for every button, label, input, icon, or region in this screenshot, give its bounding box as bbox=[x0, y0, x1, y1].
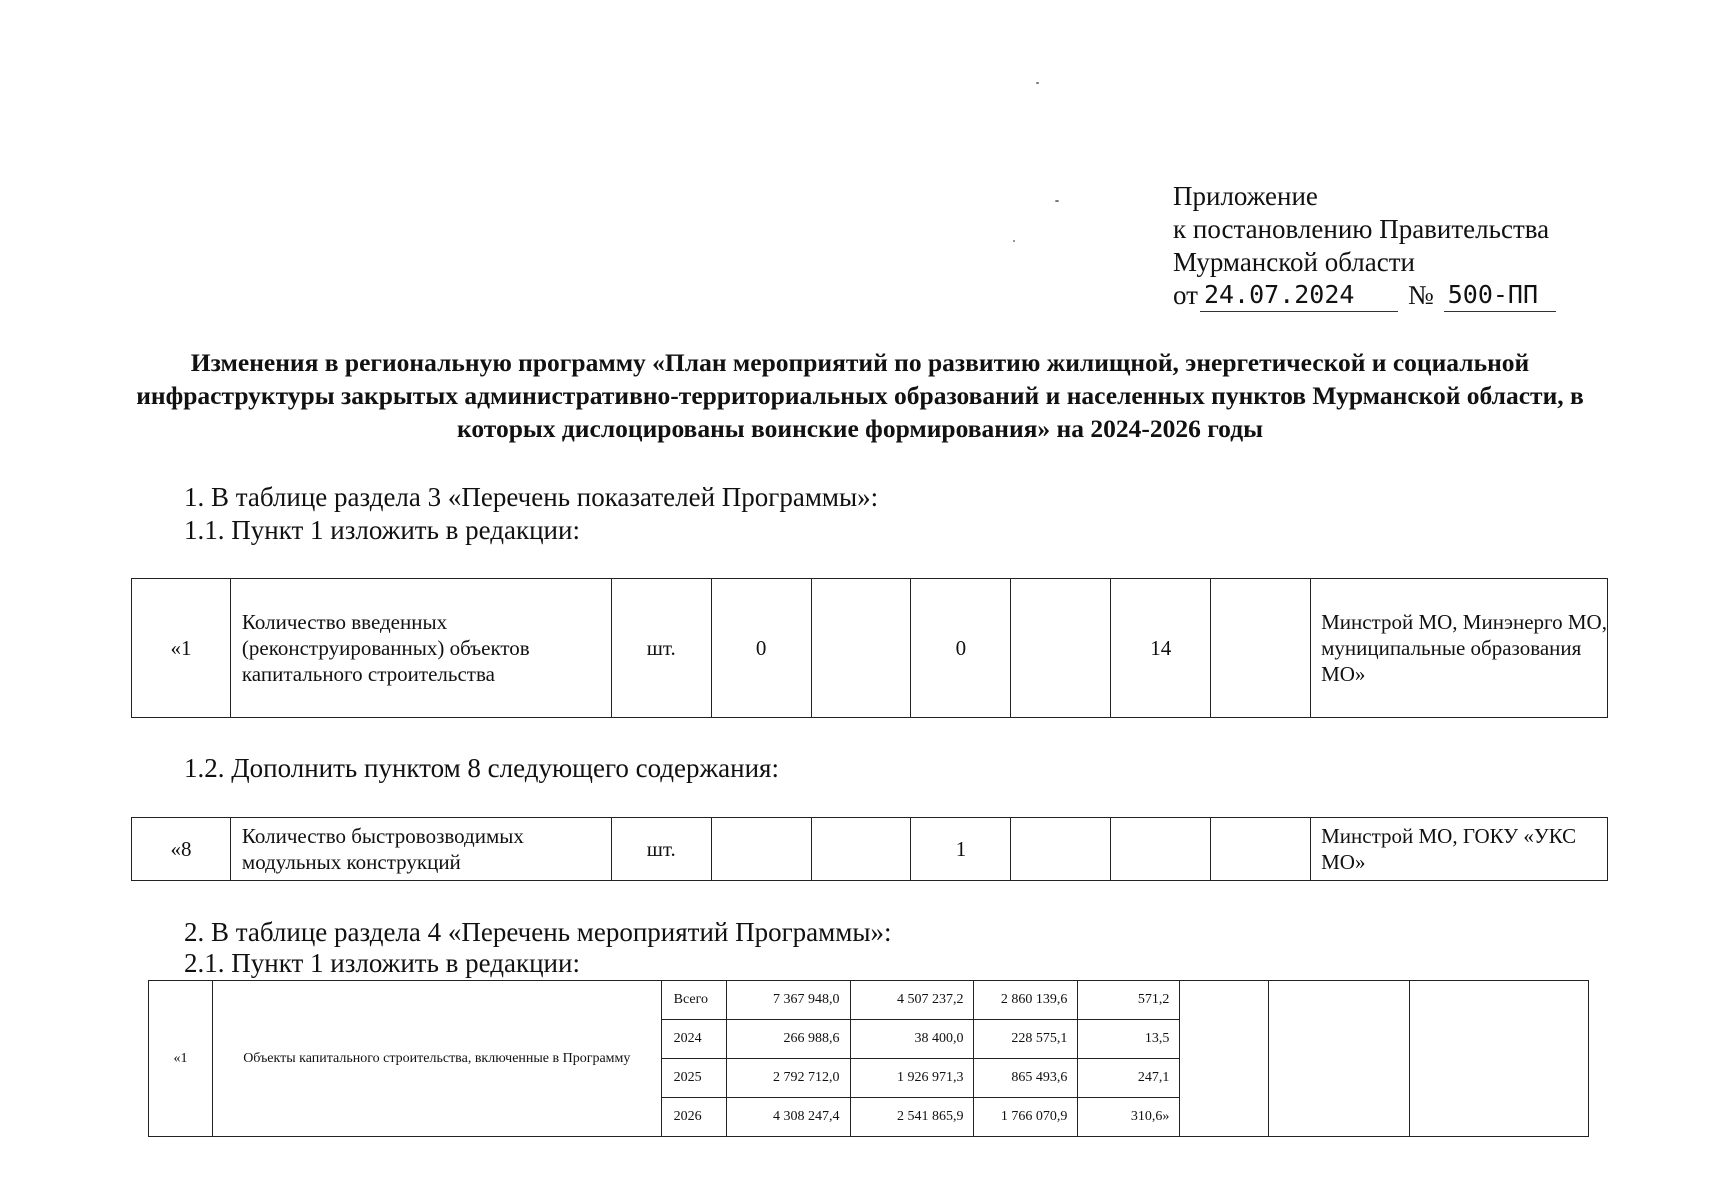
value-cell bbox=[1211, 818, 1311, 881]
empty-cell bbox=[1269, 981, 1410, 1137]
from-label: от bbox=[1173, 280, 1198, 310]
value-cell: 1 bbox=[911, 818, 1011, 881]
amount-cell: 4 507 237,2 bbox=[850, 981, 974, 1020]
unit-cell: шт. bbox=[611, 579, 711, 718]
section1-heading: 1. В таблице раздела 3 «Перечень показателей Программы»: bbox=[184, 482, 879, 512]
responsible-cell: Минстрой МО, Минэнерго МО, муниципальные образования МО» bbox=[1311, 579, 1608, 718]
section1-sub1: 1.1. Пункт 1 изложить в редакции: bbox=[184, 515, 580, 545]
value-cell: 0 bbox=[911, 579, 1011, 718]
total-cell: 266 988,6 bbox=[726, 1020, 850, 1059]
total-cell: 7 367 948,0 bbox=[726, 981, 850, 1020]
indicators-table-item1 bbox=[131, 578, 1608, 718]
amount-cell: 2 860 139,6 bbox=[974, 981, 1078, 1020]
total-cell: 2 792 712,0 bbox=[726, 1059, 850, 1098]
value-cell bbox=[1111, 818, 1211, 881]
amount-cell: 38 400,0 bbox=[850, 1020, 974, 1059]
scan-speck bbox=[1055, 200, 1059, 202]
value-cell bbox=[1011, 579, 1111, 718]
empty-cell bbox=[1180, 981, 1269, 1137]
row-number: «1 bbox=[132, 579, 231, 718]
section2-sub1: 2.1. Пункт 1 изложить в редакции: bbox=[184, 948, 580, 978]
value-cell: 0 bbox=[711, 579, 811, 718]
number-sign: № bbox=[1407, 280, 1434, 310]
scan-speck bbox=[1013, 240, 1015, 242]
section1-sub2: 1.2. Дополнить пунктом 8 следующего содержания: bbox=[184, 753, 779, 783]
unit-cell: шт. bbox=[611, 818, 711, 881]
value-cell bbox=[811, 818, 911, 881]
value-cell bbox=[811, 579, 911, 718]
document-title: Изменения в региональную программу «План мероприятий по развитию жилищной, энергетической и социальной инфраструктуры закрытых административно-территориальных образований и населенных пунктов Мурманской области, в которых дислоцированы воинские формирования» на 2024-2026 годы bbox=[136, 348, 1584, 443]
year-cell: 2025 bbox=[661, 1059, 726, 1098]
value-cell: 14 bbox=[1111, 579, 1211, 718]
appendix-block bbox=[1173, 180, 1556, 312]
value-cell bbox=[1211, 579, 1311, 718]
total-cell: 4 308 247,4 bbox=[726, 1098, 850, 1137]
amount-cell: 247,1 bbox=[1078, 1059, 1180, 1098]
year-cell: Всего bbox=[661, 981, 726, 1020]
appendix-title: Приложение bbox=[1173, 181, 1318, 211]
amount-cell: 228 575,1 bbox=[974, 1020, 1078, 1059]
year-cell: 2026 bbox=[661, 1098, 726, 1137]
amount-cell: 571,2 bbox=[1078, 981, 1180, 1020]
amount-cell: 2 541 865,9 bbox=[850, 1098, 974, 1137]
row-number: «1 bbox=[149, 981, 213, 1137]
indicator-name: Количество быстровозводимых модульных конструкций bbox=[230, 818, 611, 881]
row-number: «8 bbox=[132, 818, 231, 881]
amount-cell: 865 493,6 bbox=[974, 1059, 1078, 1098]
amount-cell: 310,6» bbox=[1078, 1098, 1180, 1137]
measure-name: Объекты капитального строительства, включенные в Программу bbox=[212, 981, 661, 1137]
decree-date: 24.07.2024 bbox=[1200, 281, 1398, 312]
year-cell: 2024 bbox=[661, 1020, 726, 1059]
amount-cell: 1 926 971,3 bbox=[850, 1059, 974, 1098]
responsible-cell: Минстрой МО, ГОКУ «УКС МО» bbox=[1311, 818, 1608, 881]
decree-number: 500-ПП bbox=[1444, 281, 1556, 312]
value-cell bbox=[711, 818, 811, 881]
empty-cell bbox=[1410, 981, 1589, 1137]
appendix-decree-line: к постановлению Правительства bbox=[1173, 214, 1550, 244]
amount-cell: 13,5 bbox=[1078, 1020, 1180, 1059]
measures-table-item1 bbox=[148, 980, 1589, 1137]
amount-cell: 1 766 070,9 bbox=[974, 1098, 1078, 1137]
scan-speck bbox=[1036, 82, 1039, 84]
decree-date-number-row bbox=[1173, 279, 1556, 312]
value-cell bbox=[1011, 818, 1111, 881]
section2-heading: 2. В таблице раздела 4 «Перечень мероприятий Программы»: bbox=[184, 917, 892, 947]
appendix-region-line: Мурманской области bbox=[1173, 247, 1415, 277]
indicator-name: Количество введенных (реконструированных) объектов капитального строительства bbox=[230, 579, 611, 718]
indicators-table-item8 bbox=[131, 817, 1608, 881]
